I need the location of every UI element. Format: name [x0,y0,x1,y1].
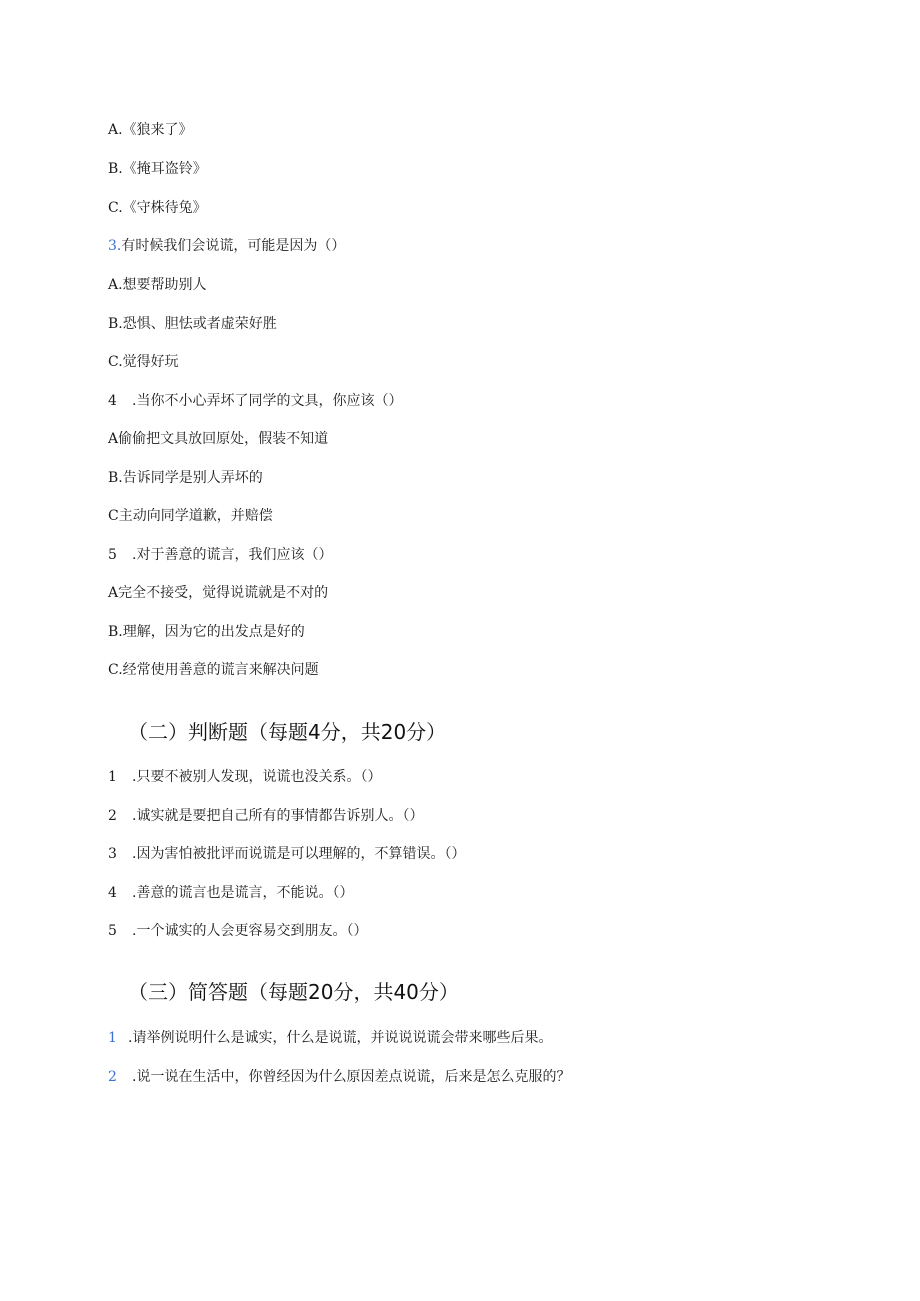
q5-stem [108,546,332,564]
judgment-item [108,768,381,786]
short-answer-item [108,1068,570,1086]
q5-option-b: B.理解，因为它的出发点是好的 [108,624,305,640]
judgment-item [108,845,465,863]
short-answer-item-number: 1 [108,1030,117,1046]
q5-option-c: C.经常使用善意的谎言来解决问题 [108,662,319,678]
q5-option-a: A完全不接受，觉得说谎就是不对的 [108,585,329,601]
q3-number: 3. [108,238,122,254]
q3-option-c: C.觉得好玩 [108,354,179,370]
q5-number: 5 [108,547,117,563]
section2-heading: （二）判断题（每题4分，共20分） [128,720,447,744]
q5-text: .对于善意的谎言，我们应该（） [132,547,333,563]
judgment-item [108,807,423,825]
q4-text: .当你不小心弄坏了同学的文具，你应该（） [132,393,403,409]
judgment-item-number: 1 [108,769,117,785]
q3-text: 有时候我们会说谎，可能是因为（） [121,238,346,254]
q4-stem [108,392,402,410]
short-answer-item [108,1029,552,1047]
q2-option-b: B.《掩耳盗铃》 [108,161,207,177]
judgment-item-number: 5 [108,923,117,939]
judgment-item-number: 3 [108,846,117,862]
q2-option-a: A.《狼来了》 [108,122,193,138]
judgment-item-text: .善意的谎言也是谎言，不能说。（） [132,885,354,901]
short-answer-item-number: 2 [108,1069,117,1085]
q4-option-c: C主动向同学道歉，并赔偿 [108,508,273,524]
short-answer-item-text: .请举例说明什么是诚实，什么是说谎，并说说说谎会带来哪些后果。 [128,1030,553,1046]
judgment-item-text: .诚实就是要把自己所有的事情都告诉别人。（） [132,808,424,824]
judgment-item-number: 2 [108,808,117,824]
q3-stem [108,237,345,255]
judgment-item [108,922,367,940]
q2-option-c: C.《守株待兔》 [108,200,207,216]
section3-heading: （三）简答题（每题20分，共40分） [128,980,459,1004]
q4-option-a: A偷偷把文具放回原处，假装不知道 [108,431,329,447]
judgment-item-text: .一个诚实的人会更容易交到朋友。（） [132,923,368,939]
q4-option-b: B.告诉同学是别人弄坏的 [108,470,263,486]
judgment-item-text: .只要不被别人发现，说谎也没关系。（） [132,769,382,785]
judgment-item [108,884,353,902]
judgment-item-number: 4 [108,885,117,901]
q3-option-b: B.恐惧、胆怯或者虚荣好胜 [108,316,277,332]
q3-option-a: A.想要帮助别人 [108,277,207,293]
judgment-item-text: .因为害怕被批评而说谎是可以理解的，不算错误。（） [132,846,466,862]
q4-number: 4 [108,393,117,409]
short-answer-item-text: .说一说在生活中，你曾经因为什么原因差点说谎，后来是怎么克服的？ [132,1069,571,1085]
